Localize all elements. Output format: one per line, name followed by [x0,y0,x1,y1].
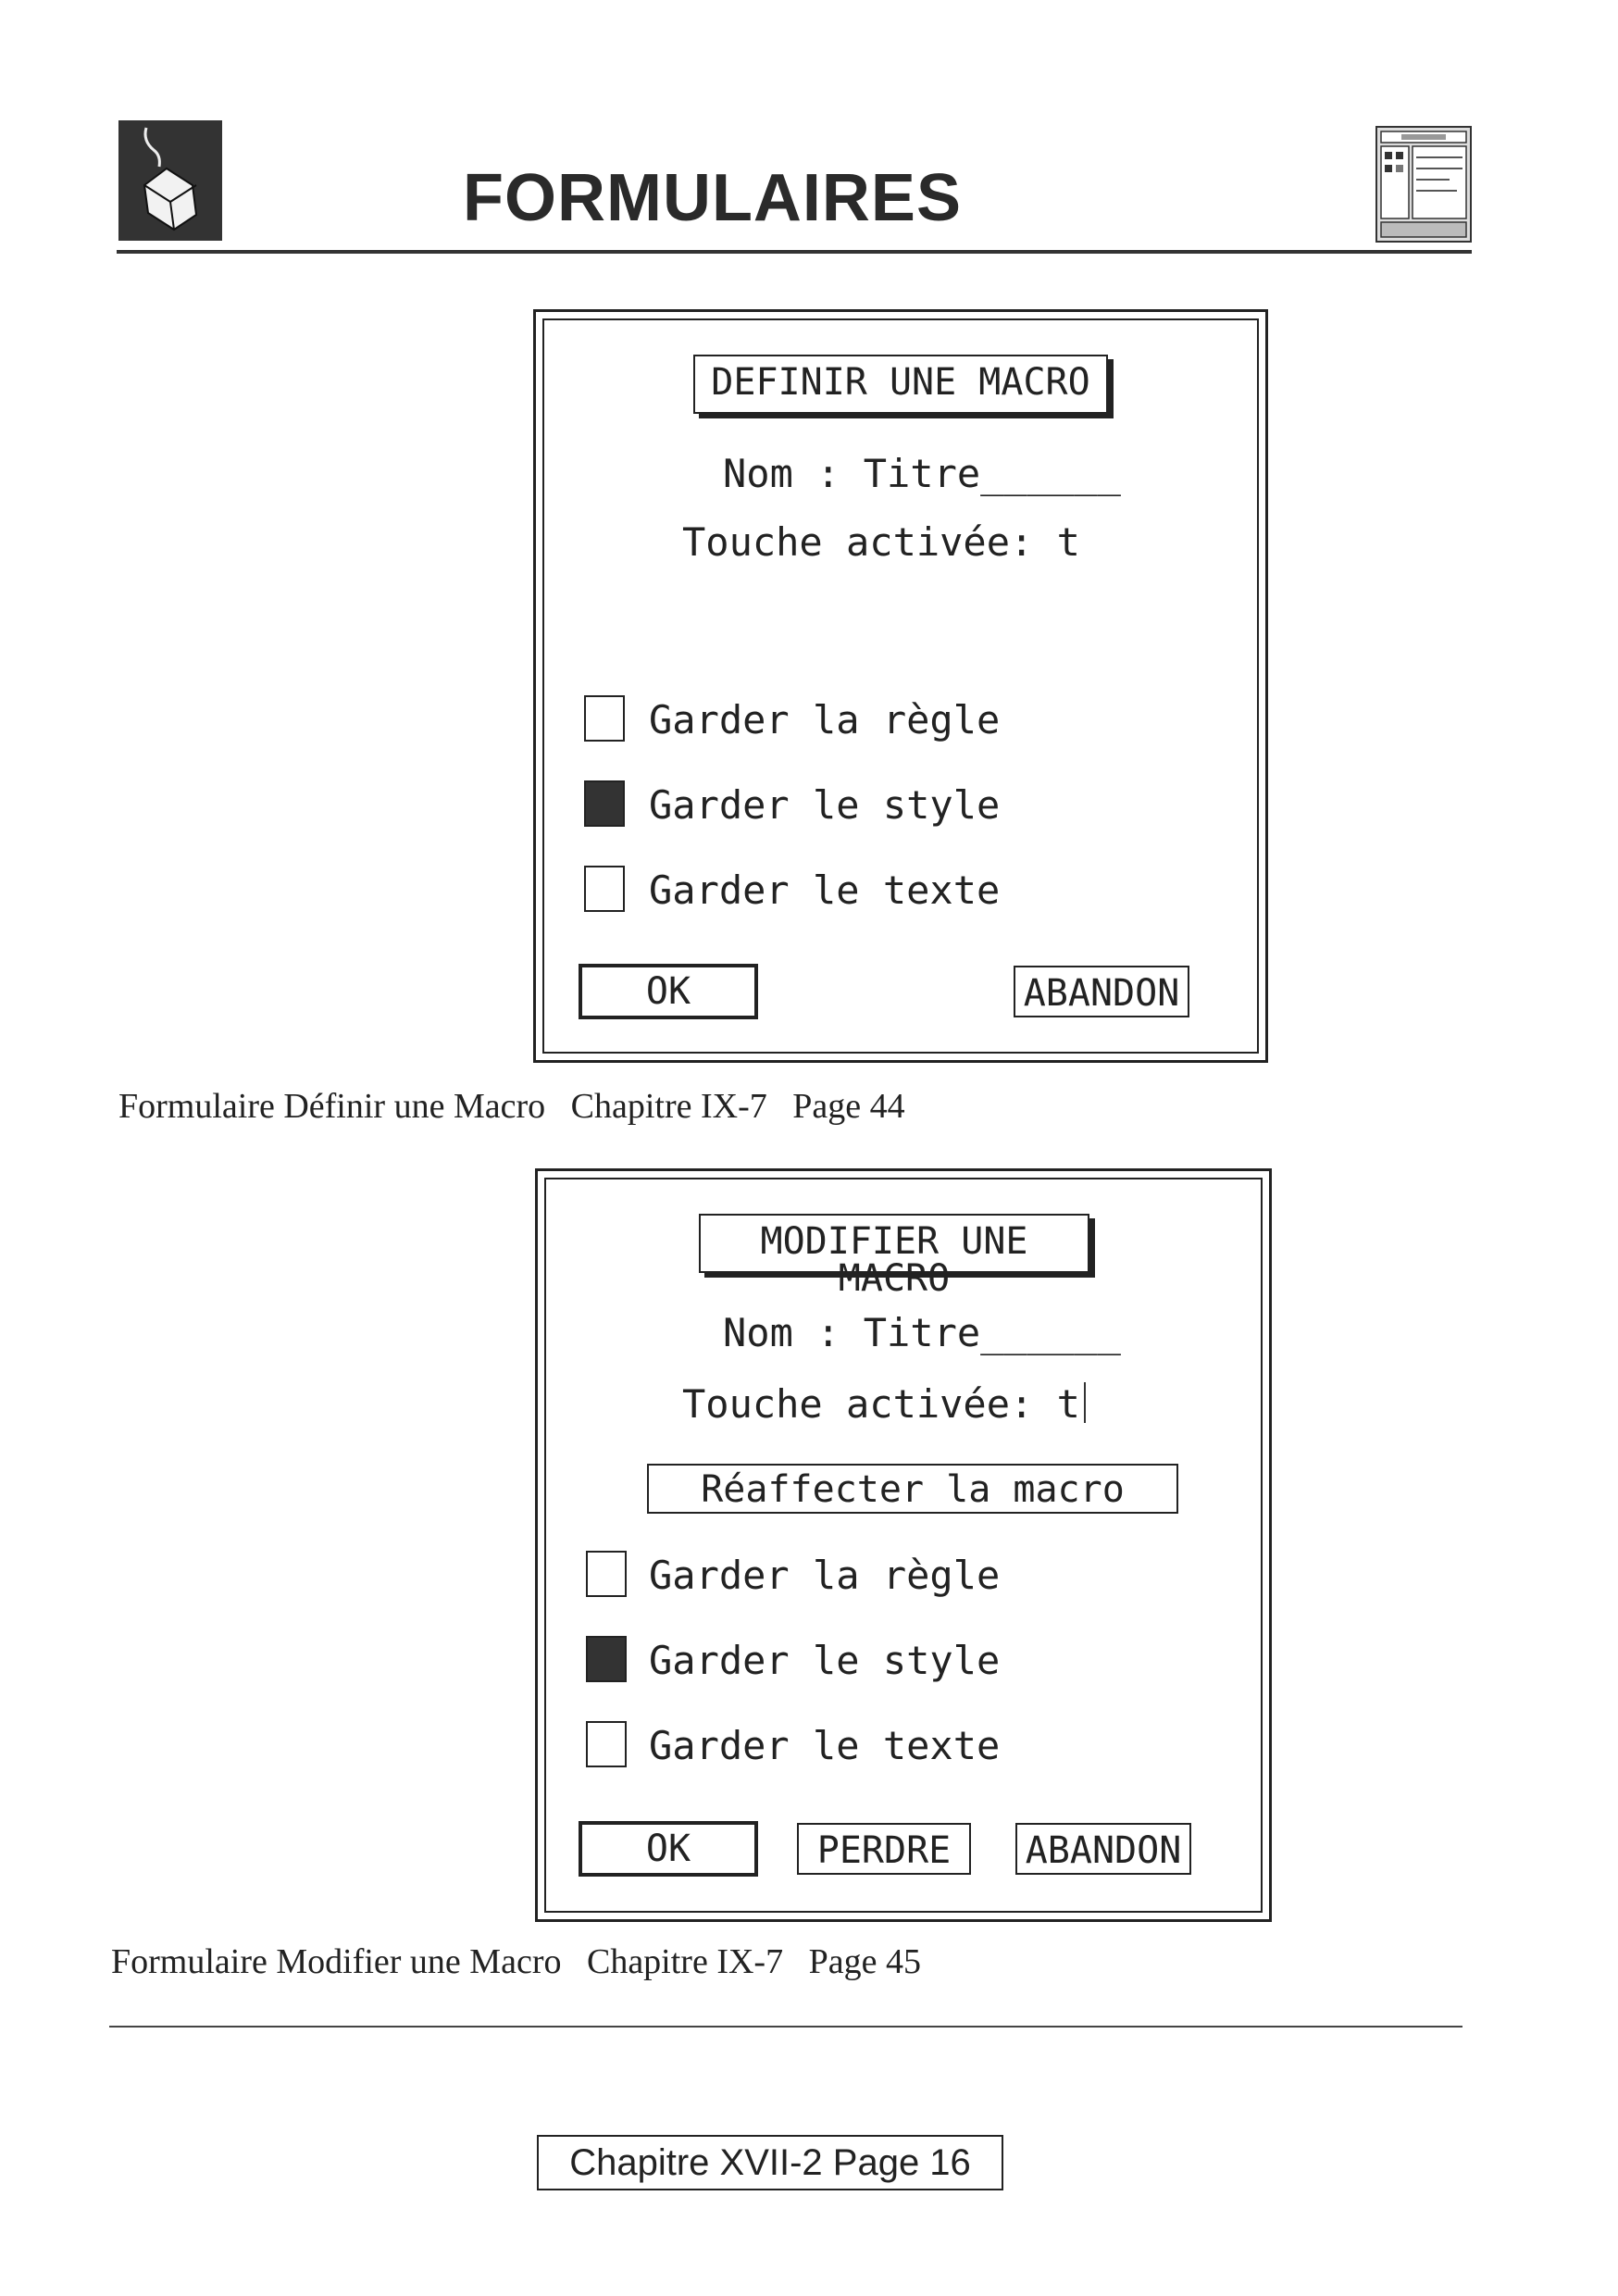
perdre-button[interactable]: PERDRE [797,1823,971,1875]
abandon-button[interactable]: ABANDON [1015,1823,1191,1875]
page-footer: Chapitre XVII-2 Page 16 [537,2135,1003,2190]
keep-text-checkbox[interactable] [586,1721,627,1767]
keep-text-label: Garder le texte [649,1723,1001,1768]
ok-button[interactable]: OK [579,1821,758,1877]
key-field-text: Touche activée: t [682,1381,1080,1427]
name-field[interactable]: Nom : Titre______ [723,1310,1121,1355]
caption-form-name: Formulaire Définir une Macro [118,1087,546,1126]
key-field[interactable]: Touche activée: t [682,519,1080,565]
header-divider [117,250,1472,254]
keep-style-label: Garder le style [649,782,1001,828]
caption-chapter: Chapitre IX-7 [570,1087,767,1126]
footer-divider [109,2026,1462,2028]
caption-form-name: Formulaire Modifier une Macro [111,1942,562,1981]
define-macro-dialog [533,309,1268,1063]
keep-style-label: Garder le style [649,1638,1001,1683]
caption-page: Page 45 [808,1942,921,1981]
keep-style-checkbox[interactable] [586,1636,627,1682]
caption-define-macro [118,1089,922,1124]
ok-button[interactable]: OK [579,964,758,1019]
abandon-button[interactable]: ABANDON [1014,966,1189,1017]
keep-ruler-label: Garder la règle [649,697,1001,742]
name-field[interactable]: Nom : Titre______ [723,451,1121,496]
caption-chapter: Chapitre IX-7 [586,1942,784,1981]
keep-ruler-label: Garder la règle [649,1553,1001,1598]
dialog-inner-frame [542,318,1259,1054]
modify-macro-dialog [535,1168,1272,1922]
page-title: FORMULAIRES [463,161,962,235]
key-field[interactable] [682,1381,1086,1427]
form-window-icon [1375,126,1472,243]
reassign-macro-button[interactable]: Réaffecter la macro [647,1464,1178,1514]
mouse-icon [118,120,222,241]
caption-modify-macro [111,1944,938,1979]
keep-style-checkbox[interactable] [584,780,625,827]
keep-ruler-checkbox[interactable] [584,695,625,742]
keep-ruler-checkbox[interactable] [586,1551,627,1597]
keep-text-checkbox[interactable] [584,866,625,912]
keep-text-label: Garder le texte [649,867,1001,913]
caption-page: Page 44 [792,1087,905,1126]
text-cursor [1084,1382,1086,1423]
dialog-title: DEFINIR UNE MACRO [693,355,1108,414]
dialog-title: MODIFIER UNE MACRO [699,1214,1089,1273]
